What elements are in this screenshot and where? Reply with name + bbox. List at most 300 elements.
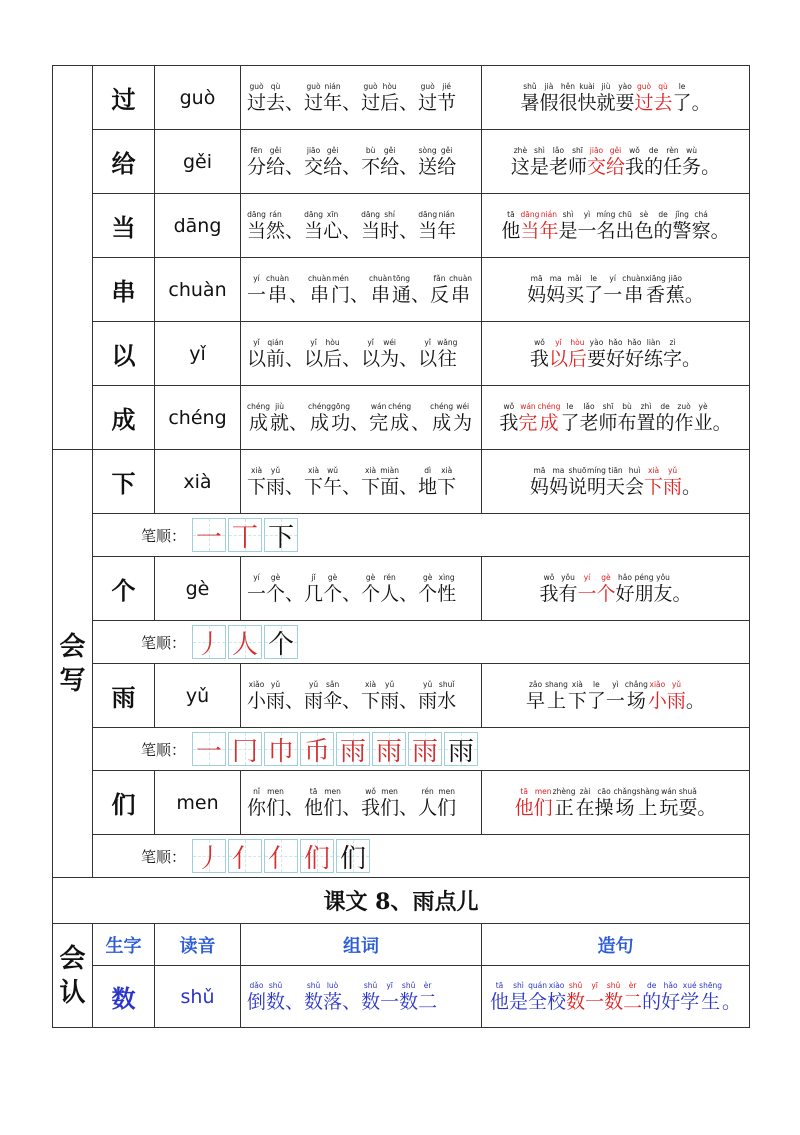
hanzi: 为 — [453, 411, 473, 434]
separator: 、 — [399, 582, 419, 605]
pinyin-annotation: yì — [583, 209, 591, 219]
pinyin-annotation: chéng — [430, 401, 454, 411]
section-label-char: 认 — [59, 977, 86, 1008]
pinyin-annotation: kuài — [579, 81, 595, 91]
ruby-char — [270, 402, 289, 434]
ruby-char — [625, 146, 644, 178]
ruby-char — [666, 274, 685, 306]
pinyin-annotation: sǎn — [325, 679, 340, 689]
pinyin-annotation: de — [660, 401, 670, 411]
character-cell: 数 — [93, 966, 155, 1028]
hanzi: 。 — [712, 411, 732, 434]
ruby-char — [266, 338, 285, 370]
ruby-char — [648, 680, 667, 712]
hanzi: 察 — [691, 219, 711, 242]
pinyin-annotation: tā — [309, 786, 318, 796]
pinyin-annotation: wǔ — [327, 465, 339, 475]
stroke-glyph: 丅 — [232, 522, 259, 553]
stroke-glyph: 丿 — [196, 843, 223, 874]
stroke-box — [264, 839, 298, 873]
hanzi: 为 — [380, 347, 400, 370]
separator: 、 — [342, 219, 362, 242]
stroke-glyph: 雨 — [376, 736, 403, 767]
ruby-char — [558, 573, 577, 605]
ruby-char — [247, 210, 266, 242]
word-list — [247, 981, 437, 1013]
hanzi: 下 — [644, 475, 664, 498]
pinyin-annotation: qù — [270, 81, 281, 91]
sentence-cell — [482, 130, 750, 194]
pinyin-annotation: gōng — [331, 401, 350, 411]
pinyin-cell: yǐ — [155, 322, 241, 386]
hanzi: 成 — [390, 411, 410, 434]
hanzi: 串 — [451, 283, 471, 306]
hanzi: 数 — [361, 990, 381, 1013]
hanzi: 过 — [361, 91, 381, 114]
ruby-char — [418, 82, 437, 114]
stroke-order-cell — [93, 835, 750, 878]
vocab-table — [52, 65, 750, 1028]
ruby-char — [667, 680, 686, 712]
hanzi: 数 — [304, 990, 324, 1013]
pinyin-annotation: chéng — [247, 401, 271, 411]
ruby-char — [499, 402, 518, 434]
hanzi: 一 — [247, 582, 267, 605]
hanzi: 好 — [615, 582, 635, 605]
hanzi: 要 — [615, 91, 635, 114]
hanzi: 我 — [499, 411, 519, 434]
pinyin-annotation: guò — [249, 81, 264, 91]
hanzi: 了 — [672, 91, 692, 114]
pinyin-annotation: shǔ — [306, 980, 321, 990]
hanzi: 串 — [624, 283, 644, 306]
ruby-char — [539, 573, 558, 605]
pinyin-cell: gěi — [155, 130, 241, 194]
hanzi: 。 — [684, 283, 704, 306]
hanzi: 数 — [604, 990, 624, 1013]
stroke-glyph: 亻 — [268, 843, 295, 874]
stroke-box — [192, 518, 226, 552]
word-cell — [241, 66, 482, 130]
sentence-cell — [482, 771, 750, 835]
lesson-title: 课文 8、雨点儿 — [53, 878, 750, 924]
pinyin-annotation: jié — [442, 81, 452, 91]
pinyin-annotation: yǐ — [310, 337, 317, 347]
hanzi: 了 — [560, 411, 580, 434]
hanzi: 作 — [674, 411, 694, 434]
hanzi: 数 — [266, 990, 286, 1013]
ruby-char — [568, 338, 587, 370]
hanzi: 务 — [682, 155, 702, 178]
pinyin-annotation: nián — [540, 209, 558, 219]
ruby-char — [247, 981, 266, 1013]
lesson-title-row — [53, 878, 750, 924]
pinyin-annotation: yī — [591, 980, 598, 990]
hanzi: 有 — [558, 582, 578, 605]
pinyin-annotation: le — [566, 401, 574, 411]
vocab-row — [53, 450, 750, 514]
ruby-char — [369, 274, 392, 306]
ruby-char — [418, 466, 437, 498]
ruby-char — [247, 573, 266, 605]
pinyin-annotation: jǐ — [311, 572, 316, 582]
ruby-char — [308, 402, 331, 434]
hanzi: 会 — [625, 475, 645, 498]
pinyin-annotation — [673, 573, 692, 583]
pinyin-annotation: jǐng — [675, 209, 689, 219]
hanzi: 雨 — [666, 689, 686, 712]
pinyin-annotation: nián — [324, 81, 341, 91]
hanzi: 好 — [625, 347, 645, 370]
vocab-row — [53, 66, 750, 130]
hanzi: 当 — [247, 219, 267, 242]
separator: 、 — [342, 475, 362, 498]
hanzi: 一 — [603, 283, 623, 306]
separator: 、 — [285, 689, 305, 712]
vocab-row — [53, 664, 750, 728]
stroke-box — [264, 518, 298, 552]
stroke-glyph: 们 — [304, 843, 331, 874]
ruby-char — [673, 210, 692, 242]
stroke-glyph: 人 — [232, 629, 259, 660]
pinyin-annotation: èr — [423, 980, 432, 990]
character-cell: 串 — [93, 258, 155, 322]
word-cell — [241, 450, 482, 514]
hanzi: 给 — [323, 155, 343, 178]
ruby-char — [437, 82, 456, 114]
hanzi: 买 — [565, 283, 585, 306]
ruby-char — [490, 981, 509, 1013]
pinyin-annotation: zuò — [677, 401, 691, 411]
pinyin-annotation: xiāng — [645, 273, 666, 283]
ruby-char — [530, 466, 549, 498]
pinyin-annotation — [682, 338, 701, 348]
pinyin-annotation: hòu — [382, 81, 397, 91]
hanzi: 小 — [247, 689, 267, 712]
pinyin-annotation — [697, 787, 716, 797]
hanzi: 他 — [514, 796, 534, 819]
pinyin-annotation: guò — [636, 81, 652, 91]
ruby-char — [654, 573, 673, 605]
ruby-char — [686, 680, 705, 712]
ruby-char — [534, 787, 553, 819]
hanzi: 给 — [380, 155, 400, 178]
pinyin-cell: yǔ — [155, 664, 241, 728]
ruby-char — [380, 680, 399, 712]
pinyin-annotation: yǐ — [253, 337, 260, 347]
hanzi: 后 — [567, 347, 587, 370]
hanzi: 快 — [577, 91, 597, 114]
pinyin-annotation: gè — [422, 572, 433, 582]
hanzi: 地 — [418, 475, 438, 498]
hanzi: 就 — [270, 411, 290, 434]
pinyin-cell: men — [155, 771, 241, 835]
ruby-char — [304, 146, 323, 178]
ruby-char — [361, 338, 380, 370]
ruby-char — [369, 402, 388, 434]
hanzi: 玩 — [659, 796, 679, 819]
pinyin-annotation: chá — [694, 209, 708, 219]
pinyin-annotation: lǎo — [552, 145, 565, 155]
stroke-order-row — [53, 835, 750, 878]
hanzi: 这 — [510, 155, 530, 178]
ruby-char — [331, 274, 350, 306]
ruby-char — [266, 787, 285, 819]
hanzi: 。 — [710, 219, 730, 242]
vocab-row — [53, 322, 750, 386]
stroke-glyph: 一 — [196, 736, 223, 767]
pinyin-annotation: wán — [661, 786, 677, 796]
pinyin-annotation: yǐ — [367, 337, 374, 347]
pinyin-annotation: xué — [682, 980, 697, 990]
ruby-char — [388, 402, 411, 434]
ruby-char — [247, 338, 266, 370]
ruby-char — [437, 210, 456, 242]
ruby-char — [606, 338, 625, 370]
pinyin-annotation — [685, 274, 704, 284]
character-cell: 给 — [93, 130, 155, 194]
pinyin-annotation: fǎn — [433, 273, 446, 283]
pinyin-annotation: jià — [544, 81, 554, 91]
pinyin-annotation: chuàn — [266, 273, 289, 283]
ruby-char — [692, 82, 711, 114]
hanzi: 几 — [304, 582, 324, 605]
pinyin-annotation: gěi — [609, 145, 622, 155]
separator: 、 — [342, 582, 362, 605]
section-label-read — [53, 924, 93, 1028]
hanzi: 。 — [685, 689, 705, 712]
stroke-order-label: 笔顺： — [141, 847, 187, 866]
ruby-char — [596, 210, 615, 242]
pinyin-annotation: zhèng — [552, 786, 576, 796]
ruby-char — [527, 274, 546, 306]
word-cell — [241, 557, 482, 621]
ruby-char — [614, 787, 637, 819]
ruby-char — [361, 82, 380, 114]
pinyin-annotation: péng — [634, 572, 654, 582]
pinyin-annotation — [686, 680, 705, 690]
hanzi: 的 — [653, 219, 673, 242]
ruby-char — [694, 402, 713, 434]
hanzi: 天 — [605, 475, 625, 498]
ruby-char — [584, 274, 603, 306]
pinyin-annotation: men — [534, 786, 552, 796]
ruby-char — [549, 146, 568, 178]
pinyin-annotation: qián — [267, 337, 284, 347]
pinyin-cell: chéng — [155, 386, 241, 450]
hanzi: 一 — [577, 582, 597, 605]
sentence — [501, 210, 729, 242]
vocab-row — [53, 258, 750, 322]
ruby-char — [616, 82, 635, 114]
pinyin-annotation: quán — [528, 980, 547, 990]
header-char: 生字 — [93, 924, 155, 966]
hanzi: 年 — [539, 219, 559, 242]
hanzi: 他 — [304, 796, 324, 819]
hanzi: 完 — [518, 411, 538, 434]
ruby-char — [587, 146, 606, 178]
pinyin-annotation: yì — [612, 679, 619, 689]
pinyin-annotation: gěi — [440, 145, 453, 155]
ruby-char — [266, 680, 285, 712]
hanzi: 朋 — [634, 582, 654, 605]
hanzi: 。 — [682, 347, 702, 370]
ruby-char — [418, 210, 437, 242]
hanzi: 妈 — [548, 475, 568, 498]
word-cell — [241, 966, 482, 1028]
ruby-char — [308, 274, 331, 306]
pinyin-annotation: xià — [307, 465, 320, 475]
pinyin-annotation: yǔ — [423, 679, 433, 689]
stroke-box — [228, 518, 262, 552]
pinyin-annotation: le — [678, 81, 686, 91]
ruby-char — [361, 210, 380, 242]
ruby-char — [587, 466, 606, 498]
ruby-char — [625, 680, 648, 712]
ruby-char — [511, 146, 530, 178]
pinyin-annotation: chū — [618, 209, 632, 219]
ruby-char — [304, 466, 323, 498]
hanzi: 老 — [579, 411, 599, 434]
ruby-char — [323, 82, 342, 114]
ruby-char — [526, 680, 545, 712]
sentence — [490, 981, 741, 1013]
pinyin-annotation: gè — [601, 572, 611, 582]
ruby-char — [453, 402, 472, 434]
hanzi: 上 — [546, 689, 566, 712]
pinyin-annotation: chuàn — [308, 273, 331, 283]
word-list — [247, 466, 456, 498]
ruby-char — [701, 146, 720, 178]
pinyin-annotation: xīn — [326, 209, 339, 219]
pinyin-annotation: guò — [420, 81, 435, 91]
pinyin-annotation: sè — [639, 209, 649, 219]
pinyin-annotation: mǎi — [567, 273, 582, 283]
pinyin-annotation: yǔ — [308, 679, 319, 689]
ruby-char — [673, 573, 692, 605]
separator: 、 — [399, 475, 419, 498]
pinyin-annotation: mā — [533, 465, 546, 475]
ruby-char — [323, 466, 342, 498]
ruby-char — [568, 680, 587, 712]
stroke-order-label: 笔顺： — [141, 526, 187, 545]
ruby-char — [637, 402, 656, 434]
hanzi: 是 — [558, 219, 578, 242]
ruby-char — [549, 338, 568, 370]
hanzi: 心 — [323, 219, 343, 242]
hanzi: 一 — [247, 283, 267, 306]
stroke-order-cell — [93, 621, 750, 664]
ruby-char — [539, 82, 558, 114]
pinyin-annotation: chéng — [537, 401, 561, 411]
word-cell — [241, 664, 482, 728]
pinyin-annotation: míng — [596, 209, 616, 219]
separator: 、 — [399, 689, 419, 712]
pinyin-annotation: ma — [552, 465, 565, 475]
hanzi: 串 — [268, 283, 288, 306]
ruby-char — [699, 981, 722, 1013]
pinyin-annotation — [701, 146, 720, 156]
ruby-char — [528, 981, 547, 1013]
hanzi: 在 — [575, 796, 595, 819]
ruby-char — [247, 466, 266, 498]
pinyin-annotation: zhè — [513, 145, 528, 155]
stroke-order-row — [53, 621, 750, 664]
header-pinyin: 读音 — [155, 924, 241, 966]
ruby-char — [304, 680, 323, 712]
stroke-box — [300, 732, 334, 766]
stroke-box — [228, 839, 262, 873]
section-label-char: 会 — [59, 631, 86, 662]
ruby-char — [247, 146, 266, 178]
hanzi: 通 — [392, 283, 412, 306]
ruby-char — [266, 210, 285, 242]
ruby-char — [304, 338, 323, 370]
ruby-char — [520, 82, 539, 114]
hanzi: 伞 — [323, 689, 343, 712]
ruby-char — [697, 787, 716, 819]
hanzi: 警 — [672, 219, 692, 242]
pinyin-annotation: bù — [622, 401, 632, 411]
separator: 、 — [399, 219, 419, 242]
pinyin-annotation: hòu — [570, 337, 585, 347]
ruby-char — [606, 466, 625, 498]
ruby-char — [380, 146, 399, 178]
pinyin-annotation: xià — [571, 679, 583, 689]
ruby-char — [361, 787, 380, 819]
pinyin-annotation: chǎng — [624, 679, 648, 689]
hanzi: 师 — [567, 155, 587, 178]
stroke-box — [192, 625, 226, 659]
hanzi: 我 — [361, 796, 381, 819]
pinyin-annotation: shǔ — [523, 81, 537, 91]
pinyin-annotation: yí — [609, 273, 616, 283]
pinyin-annotation: chéng — [308, 401, 332, 411]
stroke-order — [93, 514, 749, 556]
stroke-box — [228, 625, 262, 659]
pinyin-annotation: wéi — [456, 401, 470, 411]
hanzi: 下 — [304, 475, 324, 498]
character-cell: 个 — [93, 557, 155, 621]
ruby-char — [566, 981, 585, 1013]
separator: 、 — [342, 155, 362, 178]
pinyin-annotation: zài — [579, 786, 591, 796]
hanzi: 过 — [247, 91, 267, 114]
pinyin-annotation: shēng — [699, 980, 722, 990]
pinyin-annotation: yǔ — [667, 465, 678, 475]
pinyin-annotation: wǎng — [437, 337, 458, 347]
hanzi: 雨 — [663, 475, 683, 498]
separator: 、 — [285, 582, 305, 605]
ruby-char — [323, 210, 342, 242]
separator: 、 — [285, 990, 305, 1013]
hanzi: 前 — [266, 347, 286, 370]
hanzi: 要 — [586, 347, 606, 370]
hanzi: 一 — [605, 689, 625, 712]
ruby-char — [587, 680, 606, 712]
stroke-box — [336, 732, 370, 766]
ruby-char — [577, 210, 596, 242]
ruby-char — [644, 338, 663, 370]
pinyin-annotation: xià — [647, 465, 660, 475]
section-label-char: 写 — [59, 665, 86, 696]
pinyin-annotation: yí — [253, 273, 260, 283]
pinyin-annotation: zhì — [640, 401, 652, 411]
header-sentence: 造句 — [482, 924, 750, 966]
hanzi: 送 — [418, 155, 438, 178]
pinyin-annotation: nián — [438, 209, 455, 219]
hanzi: 不 — [361, 155, 381, 178]
